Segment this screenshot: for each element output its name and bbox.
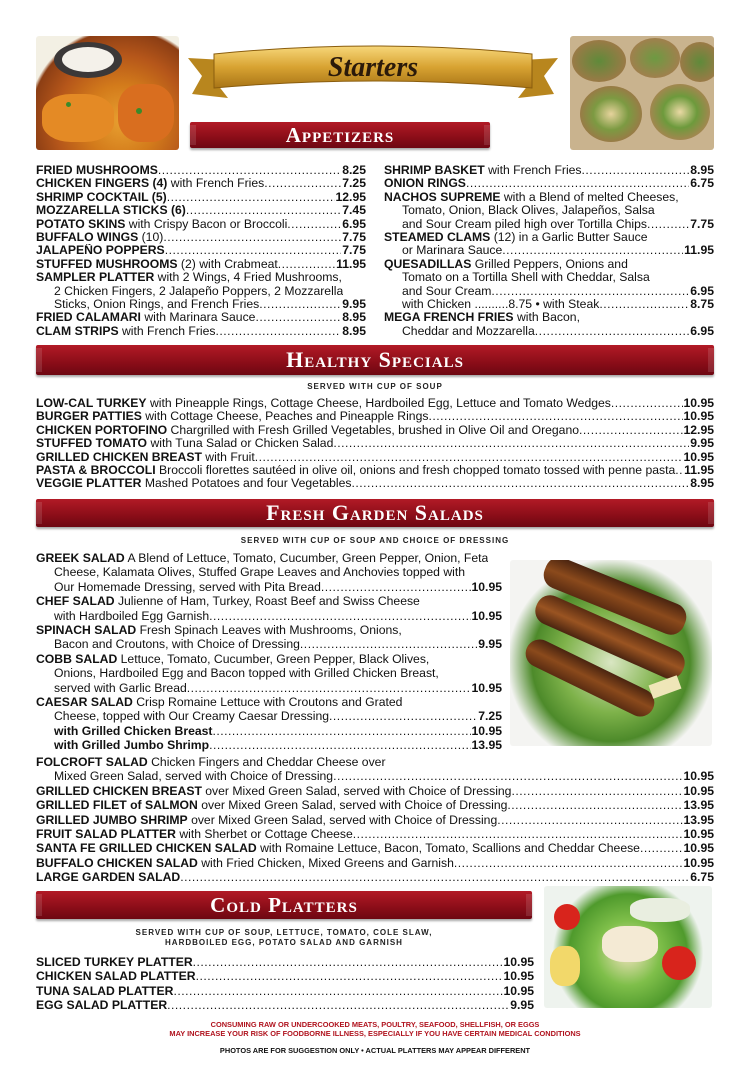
item-description: with Crispy Bacon or Broccoli <box>128 217 288 231</box>
item-price: 8.75 <box>690 296 714 311</box>
item-name: CHICKEN SALAD PLATTER <box>36 969 196 984</box>
menu-line <box>36 244 366 257</box>
consumption-warning-1: CONSUMING RAW OR UNDERCOOKED MEATS, POULTRY, SEAFOOD, SHELLFISH, OR EGGS <box>210 1020 540 1029</box>
item-price: 7.75 <box>342 229 366 244</box>
menu-line <box>36 325 366 338</box>
item-name: LARGE GARDEN SALAD <box>36 870 181 885</box>
menu-line <box>36 177 366 190</box>
item-price: 6.95 <box>690 323 714 338</box>
item-name: FRIED CALAMARI <box>36 311 141 325</box>
item-price: 10.95 <box>503 969 534 984</box>
item-description: Bacon and Croutons, with Choice of Dressing <box>54 637 300 652</box>
item-description: Cheese, topped with Our Creamy Caesar Dressing <box>54 709 330 724</box>
menu-line <box>36 580 502 594</box>
item-description: (2) with Crabmeat <box>180 257 278 271</box>
healthy-subtitle: SERVED WITH CUP OF SOUP <box>307 382 443 391</box>
item-price: 7.45 <box>342 203 366 218</box>
menu-line <box>36 738 502 752</box>
item-price: 9.95 <box>690 436 714 451</box>
item-description: Chicken Fingers and Cheddar Cheese over <box>151 755 386 769</box>
menu-line <box>36 231 366 244</box>
menu-line <box>36 755 714 769</box>
item-description: (12) in a Garlic Butter Sauce <box>493 230 648 244</box>
item-description: Tomato, Onion, Black Olives, Jalapeños, Salsa <box>402 204 655 218</box>
item-price: 8.95 <box>342 323 366 338</box>
menu-line <box>36 798 714 812</box>
item-price: 10.95 <box>683 449 714 464</box>
item-description: with Hardboiled Egg Garnish <box>54 608 210 623</box>
item-name: COBB SALAD <box>36 651 118 666</box>
item-name: SHRIMP BASKET <box>384 164 485 177</box>
menu-line <box>36 397 714 410</box>
item-name: BUFFALO CHICKEN SALAD <box>36 855 198 870</box>
menu-line <box>36 164 366 177</box>
item-name: GRILLED CHICKEN BREAST <box>36 450 202 464</box>
item-price: 7.25 <box>342 176 366 191</box>
consumption-warning-2: MAY INCREASE YOUR RISK OF FOODBORNE ILLNESS, ESPECIALLY IF YOU HAVE CERTAIN MEDICAL CONDITIONS <box>169 1029 581 1038</box>
menu-line <box>36 410 714 423</box>
menu-line <box>36 813 714 827</box>
menu-line <box>36 594 502 608</box>
item-price: 11.95 <box>336 256 366 271</box>
item-description: with Sherbet or Cottage Cheese <box>179 826 353 841</box>
item-description: served with Garlic Bread <box>54 680 187 695</box>
menu-line <box>36 424 714 437</box>
item-name: GREEK SALAD <box>36 551 125 565</box>
item-price: 10.95 <box>683 396 714 410</box>
item-price: 10.95 <box>683 783 714 798</box>
item-price: 10.95 <box>503 955 534 969</box>
item-description: Cheddar and Mozzarella <box>402 324 535 338</box>
item-name: MOZZARELLA STICKS (6) <box>36 204 186 218</box>
item-price: 10.95 <box>471 608 502 623</box>
item-price: 13.95 <box>471 738 502 753</box>
menu-line <box>384 258 714 271</box>
menu-line <box>36 955 534 969</box>
item-price: 7.75 <box>690 216 714 231</box>
item-name: SANTA FE GRILLED CHICKEN SALAD <box>36 841 257 856</box>
menu-line <box>36 477 714 490</box>
item-name: CHEF SALAD <box>36 594 115 609</box>
item-description: with 2 Wings, 4 Fried Mushrooms, <box>157 271 342 285</box>
menu-line <box>384 218 714 231</box>
menu-line <box>36 204 366 217</box>
item-name: CLAM STRIPS <box>36 324 119 338</box>
item-description: or Marinara Sauce <box>402 244 503 258</box>
item-price: 8.95 <box>342 310 366 325</box>
item-price: 10.95 <box>471 723 502 738</box>
menu-line <box>36 464 714 477</box>
item-price: 11.95 <box>684 462 714 477</box>
menu-line <box>384 231 714 244</box>
item-name: JALAPEÑO POPPERS <box>36 244 165 258</box>
menu-line <box>384 164 714 177</box>
menu-line <box>384 204 714 217</box>
menu-line <box>384 298 714 311</box>
item-name: SHRIMP COCKTAIL (5) <box>36 190 167 204</box>
menu-line <box>36 652 502 666</box>
item-name: ONION RINGS <box>384 177 466 191</box>
item-name: SLICED TURKEY PLATTER <box>36 955 193 969</box>
cold-subtitle-1: SERVED WITH CUP OF SOUP, LETTUCE, TOMATO, COLE SLAW, <box>135 928 433 937</box>
item-description: Our Homemade Dressing, served with Pita Bread <box>54 579 321 594</box>
item-name: FOLCROFT SALAD <box>36 755 148 769</box>
menu-line <box>36 285 366 298</box>
item-description: Onions, Hardboiled Egg and Bacon topped with Grilled Chicken Breast, <box>54 666 439 681</box>
salad-platter-photo <box>544 886 712 1008</box>
item-name: NACHOS SUPREME <box>384 190 501 204</box>
item-price: 8.95 <box>690 476 714 491</box>
item-price: 12.95 <box>683 422 714 437</box>
item-description: over Mixed Green Salad, served with Choice of Dressing <box>201 798 508 813</box>
item-name: EGG SALAD PLATTER <box>36 998 168 1013</box>
item-description: Sticks, Onion Rings, and French Fries <box>54 297 260 311</box>
item-name: GRILLED CHICKEN BREAST <box>36 783 202 798</box>
item-name: GRILLED JUMBO SHRIMP <box>36 812 188 827</box>
item-name: LOW-CAL TURKEY <box>36 397 147 410</box>
menu-line <box>36 311 366 324</box>
item-name: CAESAR SALAD <box>36 694 133 709</box>
item-name: BURGER PATTIES <box>36 410 142 424</box>
item-description: Chargrilled with Fresh Grilled Vegetables, brushed in Olive Oil and Oregano <box>170 423 580 437</box>
menu-line <box>36 827 714 841</box>
item-description: A Blend of Lettuce, Tomato, Cucumber, Green Pepper, Onion, Feta <box>127 551 489 565</box>
item-name: VEGGIE PLATTER <box>36 477 142 491</box>
cold-platters-list <box>36 955 534 1013</box>
menu-line <box>36 218 366 231</box>
appetizers-banner: Appetizers <box>190 122 490 148</box>
item-description: with a Blend of melted Cheeses, <box>503 190 679 204</box>
menu-line <box>36 695 502 709</box>
item-price: 12.95 <box>335 189 366 204</box>
item-price: 11.95 <box>684 243 714 258</box>
item-price: 6.95 <box>342 216 366 231</box>
item-description: Tomato on a Tortilla Shell with Cheddar, Salsa <box>402 271 650 285</box>
item-name: POTATO SKINS <box>36 217 126 231</box>
menu-line <box>384 244 714 257</box>
photos-disclaimer: PHOTOS ARE FOR SUGGESTION ONLY • ACTUAL PLATTERS MAY APPEAR DIFFERENT <box>219 1046 531 1055</box>
item-description: with Fruit <box>205 450 255 464</box>
item-description: Broccoli florettes sautéed in olive oil, onions and fresh chopped tomato tossed with penne pasta <box>159 463 676 477</box>
cold-subtitle-2: HARDBOILED EGG, POTATO SALAD AND GARNISH <box>165 938 403 947</box>
item-description: Lettuce, Tomato, Cucumber, Green Pepper, Black Olives, <box>120 651 430 666</box>
item-description: with Grilled Chicken Breast <box>54 723 213 738</box>
menu-line <box>36 998 534 1012</box>
cold-platters-banner: Cold Platters <box>36 891 532 919</box>
menu-line <box>36 258 366 271</box>
menu-line <box>36 870 714 884</box>
item-description: with Chicken ..........8.75 • with Steak <box>402 297 600 311</box>
item-name: PASTA & BROCCOLI <box>36 463 156 477</box>
item-price: 9.95 <box>478 637 502 652</box>
salads-subtitle: SERVED WITH CUP OF SOUP AND CHOICE OF DRESSING <box>240 536 510 545</box>
item-name: CHICKEN PORTOFINO <box>36 423 168 437</box>
item-description: with French Fries <box>122 324 216 338</box>
menu-line <box>36 724 502 738</box>
menu-line <box>36 841 714 855</box>
item-description: with Fried Chicken, Mixed Greens and Garnish <box>201 855 454 870</box>
menu-line <box>36 609 502 623</box>
menu-line <box>36 551 502 565</box>
item-name: STUFFED MUSHROOMS <box>36 257 178 271</box>
menu-line <box>36 271 366 284</box>
menu-line <box>36 191 366 204</box>
item-name: FRUIT SALAD PLATTER <box>36 826 176 841</box>
item-price: 10.95 <box>503 983 534 998</box>
item-description: over Mixed Green Salad, served with Choice of Dressing <box>205 783 512 798</box>
menu-line <box>36 437 714 450</box>
item-price: 6.95 <box>690 283 714 298</box>
item-description: with French Fries <box>170 177 265 191</box>
item-price: 6.75 <box>690 176 714 191</box>
item-description: Cheese, Kalamata Olives, Stuffed Grape Leaves and Anchovies topped with <box>54 565 466 580</box>
item-description: (10) <box>141 230 164 244</box>
item-price: 10.95 <box>471 579 502 594</box>
menu-line <box>36 709 502 723</box>
appetizers-left-list <box>36 164 366 338</box>
menu-line <box>36 856 714 870</box>
potato-skins-photo <box>36 36 179 150</box>
item-description: over Mixed Green Salad, served with Choice of Dressing <box>191 812 498 827</box>
item-name: SPINACH SALAD <box>36 622 137 637</box>
healthy-specials-banner: Healthy Specials <box>36 345 714 375</box>
item-name: QUESADILLAS <box>384 257 472 271</box>
item-name: FRIED MUSHROOMS <box>36 164 158 177</box>
menu-line <box>36 969 534 983</box>
item-description: Mashed Potatoes and four Vegetables <box>144 477 352 491</box>
menu-line <box>36 637 502 651</box>
item-description: with Marinara Sauce <box>144 311 256 325</box>
healthy-specials-list <box>36 397 714 491</box>
item-price: 10.95 <box>683 855 714 870</box>
salads-list-narrow <box>36 551 502 752</box>
item-description: with French Fries <box>488 164 582 177</box>
item-price: 10.95 <box>683 409 714 424</box>
appetizers-right-list <box>384 164 714 338</box>
item-name: STEAMED CLAMS <box>384 230 491 244</box>
item-name: TUNA SALAD PLATTER <box>36 983 174 998</box>
item-price: 6.75 <box>690 870 714 885</box>
menu-line <box>36 666 502 680</box>
item-description: Grilled Peppers, Onions and <box>474 257 628 271</box>
item-description: and Sour Cream <box>402 284 492 298</box>
menu-line <box>36 565 502 579</box>
menu-line <box>36 623 502 637</box>
menu-line <box>384 285 714 298</box>
salads-list-wide <box>36 755 714 885</box>
item-price: 7.25 <box>478 709 502 724</box>
item-name: GRILLED FILET of SALMON <box>36 798 198 813</box>
item-description: with Cottage Cheese, Peaches and Pineapple Rings <box>145 410 429 424</box>
item-description: with Grilled Jumbo Shrimp <box>54 738 210 753</box>
item-description: Mixed Green Salad, served with Choice of Dressing <box>54 769 334 784</box>
item-price: 10.95 <box>471 680 502 695</box>
item-description: with Pineapple Rings, Cottage Cheese, Hardboiled Egg, Lettuce and Tomato Wedges <box>149 397 611 410</box>
menu-line <box>384 325 714 338</box>
menu-line <box>384 271 714 284</box>
item-description: Julienne of Ham, Turkey, Roast Beef and Swiss Cheese <box>117 594 420 609</box>
item-description: with Tuna Salad or Chicken Salad <box>150 437 334 451</box>
item-description: Crisp Romaine Lettuce with Croutons and Grated <box>136 694 403 709</box>
item-name: STUFFED TOMATO <box>36 437 148 451</box>
item-price: 9.95 <box>510 998 534 1013</box>
item-price: 13.95 <box>683 812 714 827</box>
menu-line <box>36 298 366 311</box>
menu-line <box>36 769 714 783</box>
item-price: 8.25 <box>342 163 366 177</box>
item-price: 13.95 <box>683 798 714 813</box>
item-price: 10.95 <box>683 826 714 841</box>
menu-line <box>36 984 534 998</box>
item-name: MEGA FRENCH FRIES <box>384 311 514 325</box>
item-description: Fresh Spinach Leaves with Mushrooms, Onions, <box>139 622 402 637</box>
item-price: 9.95 <box>342 296 366 311</box>
item-price: 8.95 <box>690 163 714 177</box>
stuffed-mushrooms-photo <box>570 36 714 150</box>
item-description: with Bacon, <box>516 311 580 325</box>
item-name: SAMPLER PLATTER <box>36 271 155 285</box>
item-name: CHICKEN FINGERS (4) <box>36 177 168 191</box>
page-title: Starters <box>327 52 419 83</box>
item-price: 10.95 <box>683 841 714 856</box>
menu-line <box>384 191 714 204</box>
item-description: 2 Chicken Fingers, 2 Jalapeño Poppers, 2 Mozzarella <box>54 284 344 298</box>
item-price: 10.95 <box>683 769 714 784</box>
menu-line <box>384 311 714 324</box>
item-price: 7.75 <box>342 243 366 258</box>
menu-line <box>384 177 714 190</box>
menu-line <box>36 451 714 464</box>
item-description: with Romaine Lettuce, Bacon, Tomato, Scallions and Cheddar Cheese <box>260 841 640 856</box>
salads-banner: Fresh Garden Salads <box>36 499 714 527</box>
item-description: and Sour Cream piled high over Tortilla Chips <box>402 217 648 231</box>
caesar-salad-photo <box>510 560 712 746</box>
menu-line <box>36 784 714 798</box>
item-name: BUFFALO WINGS <box>36 230 139 244</box>
menu-line <box>36 681 502 695</box>
